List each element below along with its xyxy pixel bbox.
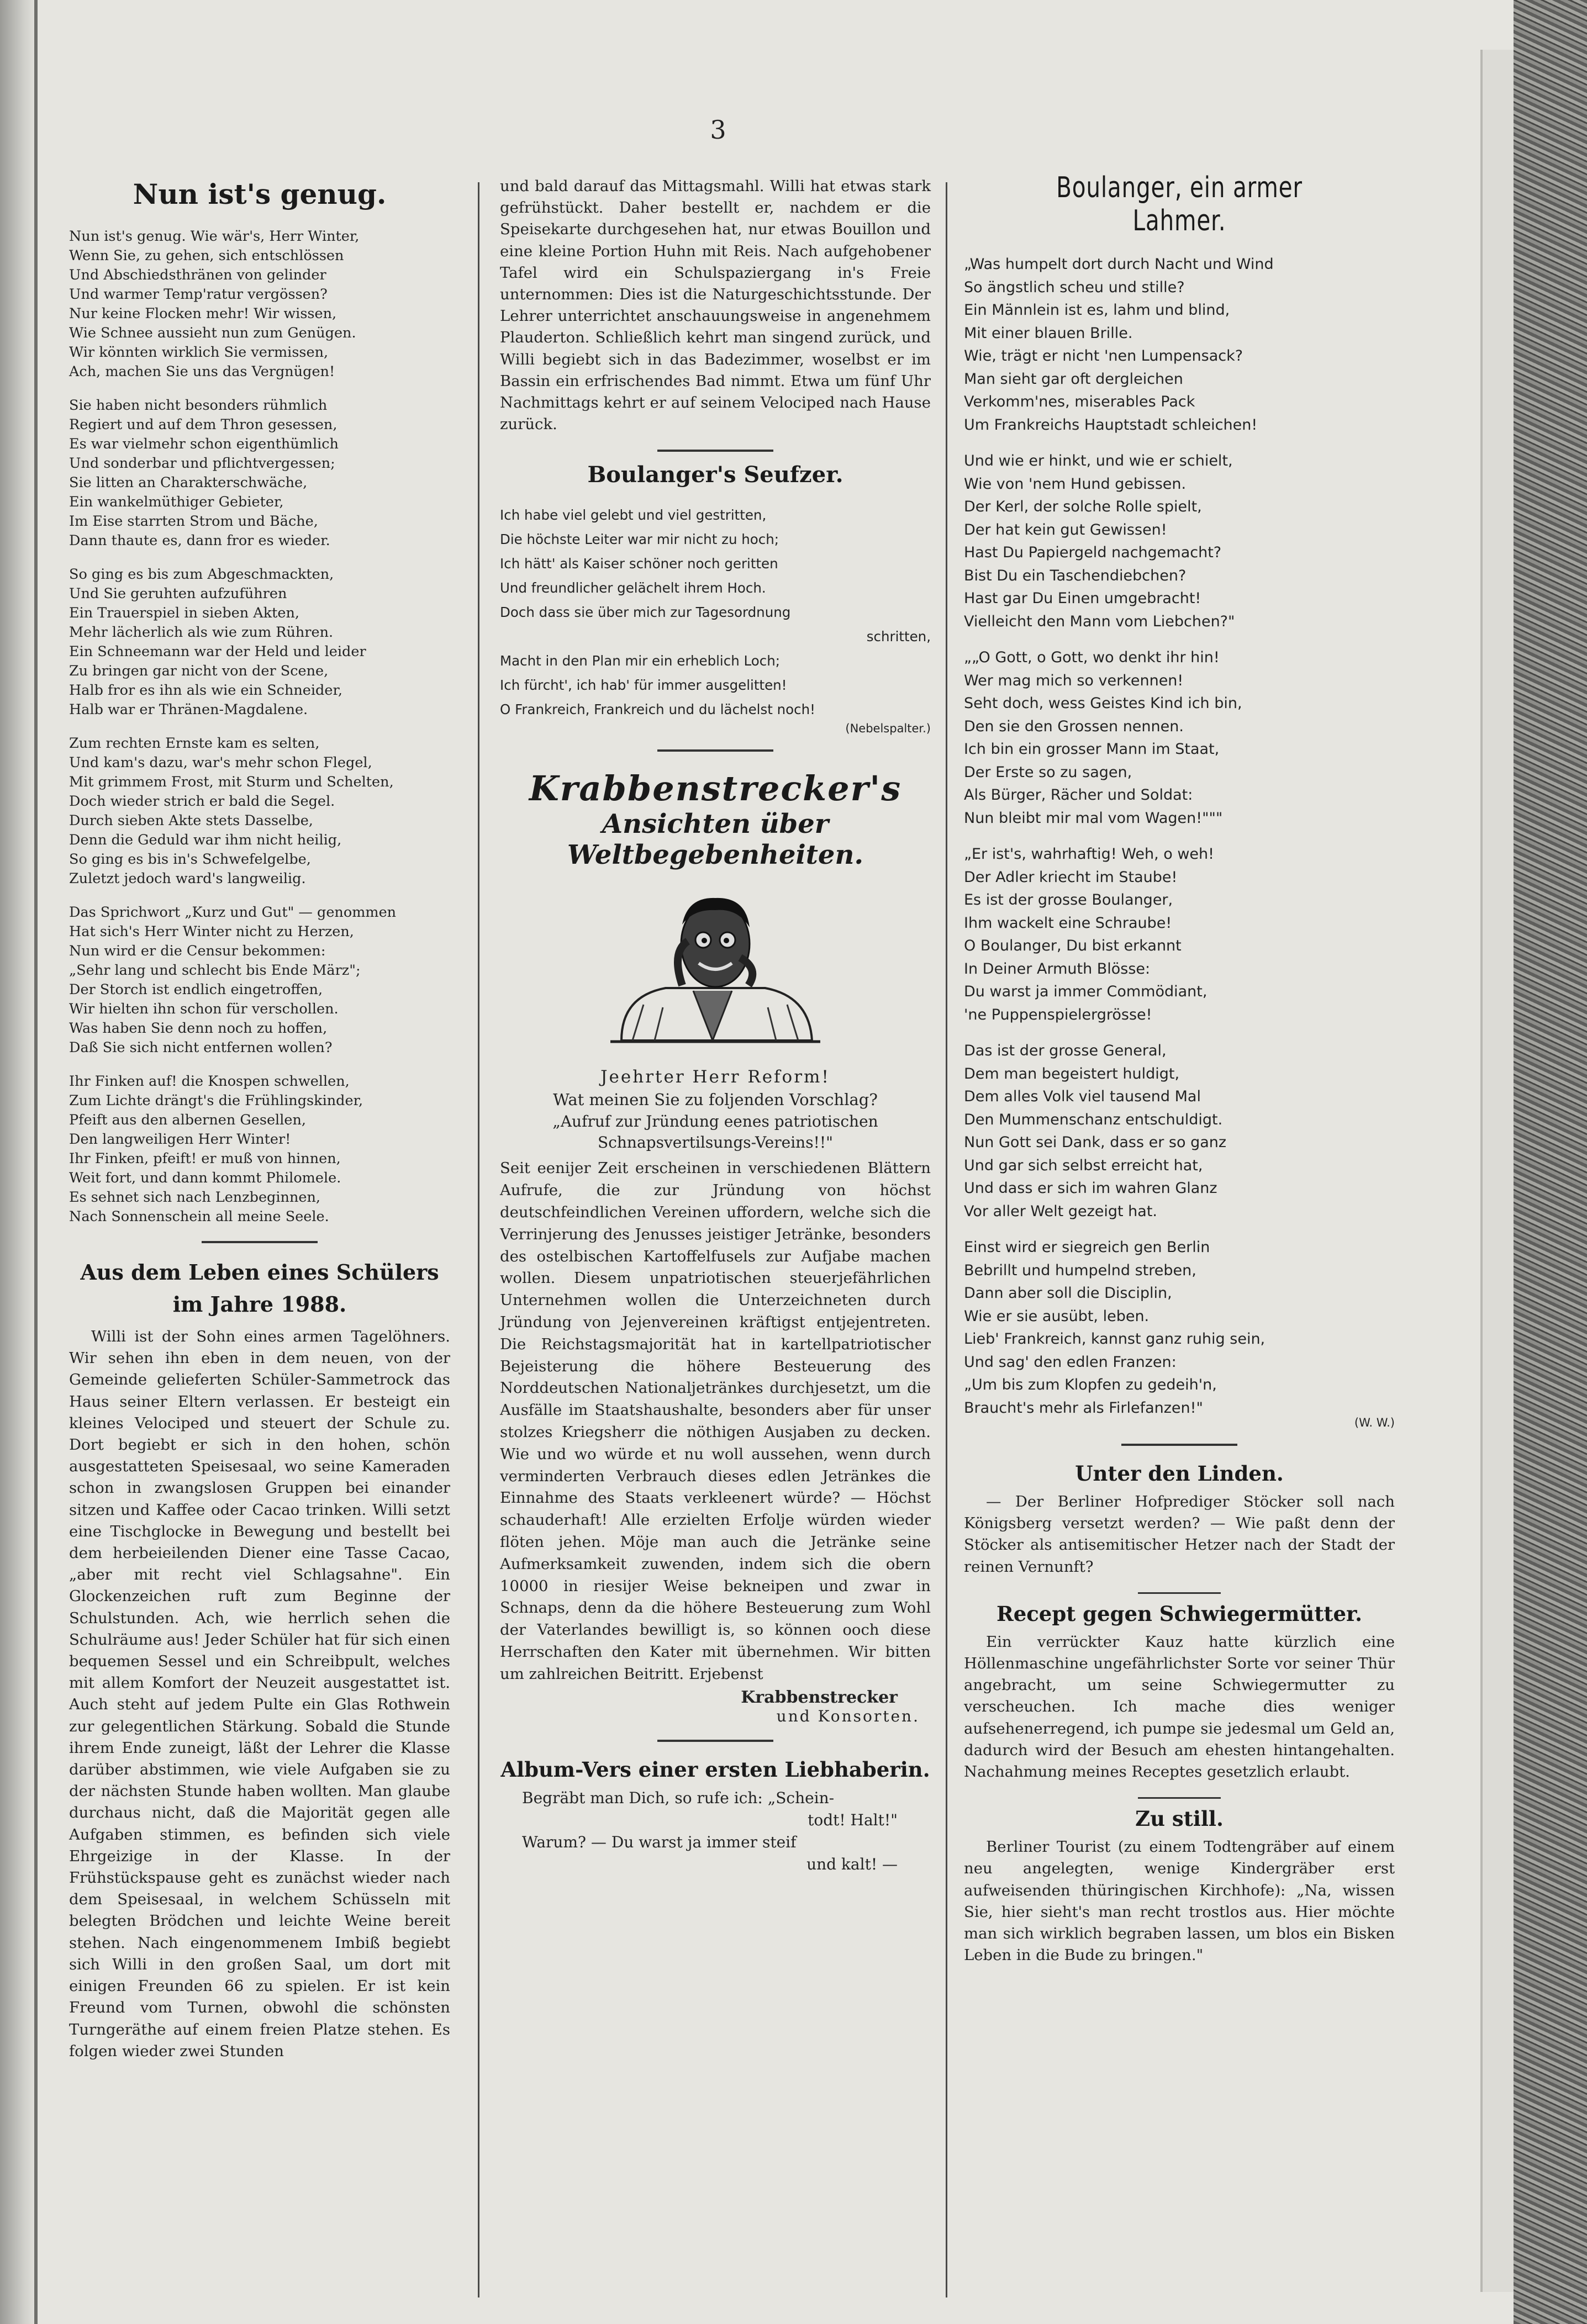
boulanger-line: Bist Du ein Taschendiebchen? bbox=[964, 567, 1187, 584]
seufzer-line: Die höchste Leiter war mir nicht zu hoch; bbox=[500, 531, 779, 548]
poem1-line: Doch wieder strich er bald die Segel. bbox=[69, 793, 335, 810]
poem1-line: Der Storch ist endlich eingetroffen, bbox=[69, 981, 323, 998]
boulanger-line: „Was humpelt dort durch Nacht und Wind bbox=[964, 256, 1274, 273]
boulanger-title: Boulanger, ein armer Lahmer. bbox=[1056, 171, 1303, 237]
divider bbox=[1121, 1444, 1237, 1446]
still-title: Zu still. bbox=[1135, 1807, 1224, 1831]
page-edge-right bbox=[1480, 50, 1516, 2292]
page-gutter bbox=[34, 0, 38, 2324]
boulanger-line: Mit einer blauen Brille. bbox=[964, 324, 1133, 342]
boulanger-line: Und dass er sich im wahren Glanz bbox=[964, 1180, 1217, 1197]
album-line: Begräbt man Dich, so rufe ich: „Schein- bbox=[522, 1788, 835, 1807]
boulanger-line: Der hat kein gut Gewissen! bbox=[964, 521, 1167, 538]
poem1-line: Dann thaute es, dann fror es wieder. bbox=[69, 532, 330, 549]
album-line: Warum? — Du warst ja immer steif bbox=[522, 1832, 797, 1851]
poem1-line: Zu bringen gar nicht von der Scene, bbox=[69, 663, 329, 679]
krabben-title-1: Krabbenstrecker's bbox=[529, 768, 902, 809]
seufzer-line: Doch dass sie über mich zur Tagesordnung bbox=[500, 604, 791, 621]
recept-title: Recept gegen Schwiegermütter. bbox=[996, 1601, 1363, 1626]
poem1-line: Es war vielmehr schon eigenthümlich bbox=[69, 436, 339, 452]
boulanger-line: Wie, trägt er nicht 'nen Lumpensack? bbox=[964, 347, 1243, 365]
boulanger-line: Hast Du Papiergeld nachgemacht? bbox=[964, 544, 1222, 561]
poem1-line: Nach Sonnenschein all meine Seele. bbox=[69, 1208, 329, 1225]
album-verse bbox=[500, 1787, 931, 1876]
boulanger-stanza bbox=[964, 253, 1395, 436]
poem1-line: Denn die Geduld war ihm nicht heilig, bbox=[69, 832, 342, 848]
poem1-line: Und kam's dazu, war's mehr schon Flegel, bbox=[69, 754, 372, 771]
boulanger-line: Um Frankreichs Hauptstadt schleichen! bbox=[964, 416, 1258, 434]
article-continuation: und bald darauf das Mittagsmahl. Willi hat etwas stark gefrühstückt. Daher bestellt er, nachdem er die Speisekarte durchgesehen hat, nur etwas Bouillon und eine kleine Portion Huhn mit Reis. Nach aufgehobener Tafel wird ein Schulspaziergang in's Freie unternommen: Dies ist die Naturgeschichtsstunde. Der Lehrer unterrichtet anschauungsweise in angenehmem Plauderton. Schließlich kehrt man singend zurück, und Willi begiebt sich in das Badezimmer, woselbst er im Bassin ein erfrischendes Bad nimmt. Etwa um fünf Uhr Nachmittags kehrt er auf seinem Velociped nach Hause zurück. bbox=[500, 177, 931, 434]
seufzer-line: Ich fürcht', ich hab' für immer ausgelitten! bbox=[500, 677, 787, 694]
boulanger-line: „Er ist's, wahrhaftig! Weh, o weh! bbox=[964, 846, 1214, 863]
boulanger-line: Einst wird er siegreich gen Berlin bbox=[964, 1239, 1210, 1256]
boulanger-line: Du warst ja immer Commödiant, bbox=[964, 983, 1208, 1000]
divider bbox=[1138, 1592, 1221, 1594]
article-title-line-1: Aus dem Leben eines Schülers bbox=[80, 1260, 439, 1285]
column-rule-2 bbox=[946, 182, 947, 2297]
seufzer-line: Und freundlicher gelächelt ihrem Hoch. bbox=[500, 580, 766, 596]
poem1-line: Ein wankelmüthiger Gebieter, bbox=[69, 494, 284, 510]
poem1-stanza bbox=[69, 565, 450, 720]
boulanger-line: Ein Männlein ist es, lahm und blind, bbox=[964, 302, 1230, 319]
poem1-stanza bbox=[69, 903, 450, 1058]
poem1-line: Daß Sie sich nicht entfernen wollen? bbox=[69, 1039, 333, 1056]
poem1-line: Nun ist's genug. Wie wär's, Herr Winter, bbox=[69, 228, 360, 245]
letter-greeting: Jeehrter Herr Reform! bbox=[600, 1067, 830, 1087]
boulanger-line: Als Bürger, Rächer und Soldat: bbox=[964, 786, 1193, 804]
poem1-line: „Sehr lang und schlecht bis Ende März"; bbox=[69, 962, 361, 979]
marbled-cover-edge bbox=[1514, 0, 1587, 2324]
boulanger-line: Dann aber soll die Disciplin, bbox=[964, 1285, 1172, 1302]
poem1-line: Und Abschiedsthränen von gelinder bbox=[69, 267, 326, 283]
recept-text: Ein verrückter Kauz hatte kürzlich eine Höllenmaschine ungefährlichster Sorte vor seiner Thür angebracht, um seine Schwiegermutter zu verscheuchen. Ich mache dies weniger aufsehenerregend, ich pumpe sie jedesmal um Geld an, dadurch wird der Besuch am ehesten hintangehalten. Nachahmung meines Receptes gesetzlich erlaubt. bbox=[964, 1633, 1395, 1781]
seufzer-line: Macht in den Plan mir ein erheblich Loch; bbox=[500, 653, 780, 669]
page-number: 3 bbox=[710, 115, 726, 145]
seufzer-source: (Nebelspalter.) bbox=[845, 722, 931, 736]
poem1-line: Das Sprichwort „Kurz und Gut" — genommen bbox=[69, 904, 397, 921]
article-title-schueler bbox=[69, 1256, 450, 1321]
poem1-line: Wie Schnee aussieht nun zum Genügen. bbox=[69, 325, 356, 341]
boulanger-line: Hast gar Du Einen umgebracht! bbox=[964, 590, 1201, 607]
boulanger-stanza bbox=[964, 1039, 1395, 1223]
poem1-line: Ach, machen Sie uns das Vergnügen! bbox=[69, 363, 335, 380]
poem1-line: Regiert und auf dem Thron gesessen, bbox=[69, 416, 338, 433]
poem1-line: Hat sich's Herr Winter nicht zu Herzen, bbox=[69, 923, 354, 940]
seufzer-poem bbox=[500, 503, 931, 722]
linden-text: — Der Berliner Hofprediger Stöcker soll nach Königsberg versetzt werden? — Wie paßt denn der Stöcker als antisemitischer Hetzer nach der Stadt der reinen Vernunft? bbox=[964, 1493, 1395, 1576]
seufzer-line: Ich habe viel gelebt und viel gestritten, bbox=[500, 507, 767, 524]
boulanger-line: Und wie er hinkt, und wie er schielt, bbox=[964, 452, 1233, 469]
boulanger-line: Verkomm'nes, miserables Pack bbox=[964, 393, 1195, 410]
linden-title: Unter den Linden. bbox=[1075, 1461, 1284, 1486]
poem1-line: Nun wird er die Censur bekommen: bbox=[69, 943, 326, 959]
divider bbox=[657, 450, 773, 452]
poem1-line: Weit fort, und dann kommt Philomele. bbox=[69, 1170, 341, 1186]
boulanger-stanza bbox=[964, 1236, 1395, 1419]
letter-text: Seit eenijer Zeit erscheinen in verschiedenen Blättern Aufrufe, die zur Jründung von höchst deutschfeindlichen Vereinen uffordern, welche sich die Verrinjerung des Jenusses jeistiger Jetränke, besonders des ostelbischen Kartoffelfusels zur Aufjabe machen wollen. Diesem unpatriotischen steuerjefährlichen Unternehmen wollen die Unterzeichneten durch Jründung von Jejenvereinen kräftigst entjejentreten. Die Reichstagsmajorität hat in kartellpatriotischer Bejeisterung die höhere Besteuerung des Norddeutschen Nationaljetränkes durchjesetzt, um die Ausfälle im Staatshaushalte, besonders aber für unser stolzes Kriegsherr die nöthigen Ausjaben zu decken. Wie und wo würde et nu woll aussehen, wenn durch verminderten Verbrauch dieses edlen Jetränkes die Einnahme des Staats verkleenert würde? — Höchst schauderhaft! Alle erzielten Erfolje würden wieder flöten jehen. Möje man auch die Jetränke seine Aufmerksamkeit zuwenden, indem sich die obern 10000 in riesijer Weise bekneipen und zwar in Schnaps, denn da die höhere Besteuerung zum Wohl der Vaterlandes bewilligt is, so können ooch diese Herrschaften den Kater mit übernehmen. Wir bitten um zahlreichen Beitritt. Erjebenst bbox=[500, 1159, 931, 1683]
boulanger-line: Dem alles Volk viel tausend Mal bbox=[964, 1088, 1201, 1105]
poem1-line: So ging es bis in's Schwefelgelbe, bbox=[69, 851, 311, 868]
boulanger-line: O Boulanger, Du bist erkannt bbox=[964, 937, 1182, 954]
poem1-line: Und Sie geruhten aufzuführen bbox=[69, 585, 287, 602]
letter-signature-company: und Konsorten. bbox=[776, 1707, 920, 1725]
poem1-line: Was haben Sie denn noch zu hoffen, bbox=[69, 1020, 328, 1037]
article-text-schueler: Willi ist der Sohn eines armen Tagelöhners. Wir sehen ihn eben in dem neuen, von der Gemeinde gelieferten Schüler-Sammetrock das Haus seiner Eltern verlassen. Er besteigt ein kleines Velociped und steuert der Schule zu. Dort begiebt er sich in den hohen, schön ausgestatteten Speisesaal, wo seine Kameraden schon in zwangslosen Gruppen bei einander sitzen und Kaffee oder Cacao trinken. Willi setzt eine Tischglocke in Bewegung und bestellt bei dem herbeieilenden Diener eine Tasse Cacao, „aber mit recht viel Schlagsahne". Ein Glockenzeichen ruft zum Beginne der Schulstunden. Ach, wie herrlich sehen die Schulräume aus! Jeder Schüler hat für sich einen bequemen Sessel und ein Schreibpult, welches mit allem Komfort der Neuzeit ausgestattet ist. Auch steht auf jedem Pulte ein Glas Rothwein zur gelegentlichen Stärkung. Sobald die Stunde ihrem Ende zuneigt, läßt der Lehrer die Klasse darüber abstimmen, wie viele Aufgaben sie zu der nächsten Stunde haben wollten. Man glaube durchaus nicht, daß die Majorität gegen alle Aufgaben stimmen, es befinden sich viele Ehrgeizige in der Klasse. In der Frühstückspause geht es zunächst wieder nach dem Speisesaal, in welchem Schüsseln mit belegten Brödchen und leichte Weine bereit stehen. Nach eingenommenem Imbiß begiebt sich Willi in den großen Saal, um dort mit einigen Freunden 66 zu spielen. Er ist kein Freund vom Turnen, obwohl die schönsten Turngeräthe auf einem freien Platze stehen. Es folgen wieder zwei Stunden bbox=[69, 1328, 450, 2060]
poem-title-nun-ists-genug: Nun ist's genug. bbox=[133, 178, 387, 210]
divider bbox=[657, 749, 773, 752]
boulanger-line: Das ist der grosse General, bbox=[964, 1042, 1167, 1059]
column-3 bbox=[964, 166, 1395, 1966]
boulanger-line: Nun Gott sei Dank, dass er so ganz bbox=[964, 1134, 1227, 1151]
poem1-line: Ein Schneemann war der Held und leider bbox=[69, 643, 366, 660]
poem-nun-ists-genug bbox=[69, 227, 450, 1227]
letter-question: Wat meinen Sie zu foljenden Vorschlag? bbox=[553, 1090, 878, 1110]
caricature-illustration bbox=[599, 886, 831, 1052]
boulanger-line: Bebrillt und humpelnd streben, bbox=[964, 1261, 1196, 1279]
poem1-line: Mehr lächerlich als wie zum Rühren. bbox=[69, 624, 334, 641]
boulanger-line: „Um bis zum Klopfen zu gedeih'n, bbox=[964, 1376, 1217, 1393]
poem1-line: Ihr Finken auf! die Knospen schwellen, bbox=[69, 1073, 350, 1090]
poem1-line: Und sonderbar und pflichtvergessen; bbox=[69, 455, 335, 472]
boulanger-line: Und gar sich selbst erreicht hat, bbox=[964, 1156, 1203, 1174]
poem1-line: Und warmer Temp'ratur vergössen? bbox=[69, 286, 328, 303]
article-title-line-2: im Jahre 1988. bbox=[172, 1292, 347, 1317]
poem1-stanza bbox=[69, 227, 450, 382]
poem1-line: Wir hielten ihn schon für verschollen. bbox=[69, 1001, 339, 1017]
boulanger-line: Man sieht gar oft dergleichen bbox=[964, 370, 1183, 388]
seufzer-line: Ich hätt' als Kaiser schöner noch geritten bbox=[500, 556, 778, 572]
boulanger-line: Seht doch, wess Geistes Kind ich bin, bbox=[964, 695, 1242, 712]
boulanger-line: In Deiner Armuth Blösse: bbox=[964, 960, 1151, 978]
album-line: und kalt! — bbox=[806, 1855, 898, 1873]
boulanger-line: Wie er sie ausübt, leben. bbox=[964, 1307, 1150, 1325]
boulanger-line: Ihm wackelt eine Schraube! bbox=[964, 914, 1172, 932]
boulanger-line: Braucht's mehr als Firlefanzen!" bbox=[964, 1399, 1203, 1417]
seufzer-title: Boulanger's Seufzer. bbox=[587, 462, 843, 488]
divider bbox=[202, 1241, 318, 1243]
poem1-line: Zuletzt jedoch ward's langweilig. bbox=[69, 870, 306, 887]
poem1-line: Mit grimmem Frost, mit Sturm und Schelten, bbox=[69, 774, 394, 790]
boulanger-line: Vor aller Welt gezeigt hat. bbox=[964, 1202, 1157, 1220]
album-title: Album-Vers einer ersten Liebhaberin. bbox=[500, 1757, 930, 1782]
poem1-line: Den langweiligen Herr Winter! bbox=[69, 1131, 291, 1148]
poem1-stanza bbox=[69, 396, 450, 551]
boulanger-stanza bbox=[964, 450, 1395, 633]
binding-left bbox=[0, 0, 34, 2324]
boulanger-line: Der Kerl, der solche Rolle spielt, bbox=[964, 498, 1202, 515]
poem1-line: Ihr Finken, pfeift! er muß von hinnen, bbox=[69, 1150, 341, 1167]
seufzer-line: O Frankreich, Frankreich und du lächelst noch! bbox=[500, 701, 815, 718]
seufzer-line: schritten, bbox=[866, 628, 931, 645]
poem1-line: Durch sieben Akte stets Dasselbe, bbox=[69, 812, 313, 829]
krabben-title-2: Ansichten über Weltbegebenheiten. bbox=[567, 809, 864, 871]
boulanger-line: Vielleicht den Mann vom Liebchen?" bbox=[964, 612, 1235, 630]
boulanger-line: Den Mummenschanz entschuldigt. bbox=[964, 1111, 1223, 1128]
boulanger-line: Den sie den Grossen nennen. bbox=[964, 717, 1184, 735]
boulanger-line: Der Erste so zu sagen, bbox=[964, 763, 1132, 781]
letter-signature: Krabbenstrecker bbox=[741, 1687, 898, 1707]
divider bbox=[1138, 1797, 1221, 1799]
column-2 bbox=[500, 176, 931, 1876]
poem1-line: Es sehnet sich nach Lenzbeginnen, bbox=[69, 1189, 321, 1206]
boulanger-stanza bbox=[964, 646, 1395, 830]
poem1-stanza bbox=[69, 1072, 450, 1227]
album-line: todt! Halt!" bbox=[808, 1810, 898, 1829]
boulanger-line: Ich bin ein grosser Mann im Staat, bbox=[964, 741, 1220, 758]
column-1 bbox=[69, 166, 450, 2062]
poem1-line: Zum Lichte drängt's die Frühlingskinder, bbox=[69, 1092, 363, 1109]
boulanger-line: Dem man begeistert huldigt, bbox=[964, 1065, 1180, 1082]
column-rule-1 bbox=[478, 182, 479, 2297]
boulanger-line: Nun bleibt mir mal vom Wagen!""" bbox=[964, 809, 1223, 827]
boulanger-line: Und sag' den edlen Franzen: bbox=[964, 1353, 1177, 1371]
divider bbox=[657, 1740, 773, 1742]
boulanger-line: Lieb' Frankreich, kannst ganz ruhig sein, bbox=[964, 1330, 1266, 1348]
poem1-line: Halb war er Thränen-Magdalene. bbox=[69, 701, 308, 718]
poem1-line: Wir könnten wirklich Sie vermissen, bbox=[69, 344, 329, 361]
poem1-line: Pfeift aus den albernen Gesellen, bbox=[69, 1112, 306, 1128]
boulanger-line: Es ist der grosse Boulanger, bbox=[964, 891, 1173, 909]
poem1-line: Wenn Sie, zu gehen, sich entschlössen bbox=[69, 247, 344, 264]
boulanger-line: „„O Gott, o Gott, wo denkt ihr hin! bbox=[964, 649, 1220, 666]
poem1-line: Nur keine Flocken mehr! Wir wissen, bbox=[69, 305, 337, 322]
boulanger-line: 'ne Puppenspielergrösse! bbox=[964, 1006, 1152, 1023]
poem1-stanza bbox=[69, 734, 450, 889]
poem1-line: Sie haben nicht besonders rühmlich bbox=[69, 397, 328, 414]
poem1-line: Halb fror es ihn als wie ein Schneider, bbox=[69, 682, 342, 699]
boulanger-poem bbox=[964, 253, 1395, 1419]
poem1-line: So ging es bis zum Abgeschmackten, bbox=[69, 566, 334, 583]
poem1-line: Ein Trauerspiel in sieben Akten, bbox=[69, 605, 300, 621]
poem1-line: Zum rechten Ernste kam es selten, bbox=[69, 735, 320, 752]
still-text: Berliner Tourist (zu einem Todtengräber auf einem neu angelegten, wenige Kindergräber erst aufweisenden thüringischen Kirchhofe): „Na, wissen Sie, hier sieht's man recht trostlos aus. Hier möchte man sich wirklich begraben lassen, um blos ein Bisken Leben in die Bude zu bringen." bbox=[964, 1838, 1395, 1964]
boulanger-line: Der Adler kriecht im Staube! bbox=[964, 868, 1178, 886]
letter-aufruf: „Aufruf zur Jründung eenes patriotischen Schnapsvertilsungs-Vereins!!" bbox=[552, 1112, 878, 1152]
boulanger-stanza bbox=[964, 843, 1395, 1026]
boulanger-line: So ängstlich scheu und stille? bbox=[964, 278, 1185, 296]
boulanger-line: Wer mag mich so verkennen! bbox=[964, 672, 1184, 689]
boulanger-line: Wie von 'nem Hund gebissen. bbox=[964, 475, 1187, 493]
poem1-line: Im Eise starrten Strom und Bäche, bbox=[69, 513, 318, 530]
boulanger-source: (W. W.) bbox=[1354, 1416, 1395, 1429]
poem1-line: Sie litten an Charakterschwäche, bbox=[69, 474, 308, 491]
